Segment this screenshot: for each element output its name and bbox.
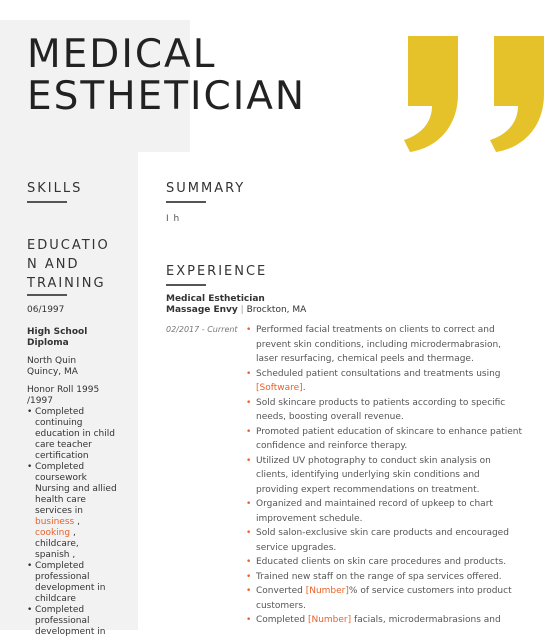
list-item: • Completed [Number] facials, microdermabrasions and bbox=[246, 613, 546, 628]
list-item: • Converted [Number]% of service customers into product customers. bbox=[246, 584, 546, 613]
experience-bullets bbox=[246, 323, 546, 628]
list-item: • Sold skincare products to patients according to specific needs, boosting overall revenue. bbox=[246, 396, 546, 425]
software-placeholder[interactable]: [Software] bbox=[256, 383, 303, 393]
list-item: • Completed coursework Nursing and allied health care services in business , cooking , childcare, spanish , bbox=[35, 462, 117, 561]
summary-title: SUMMARY bbox=[166, 181, 246, 196]
job-company-line: Massage Envy | Brockton, MA bbox=[166, 305, 307, 315]
number-placeholder[interactable]: [Number] bbox=[305, 586, 349, 596]
education-title: EDUCATIO N AND TRAINING bbox=[27, 238, 110, 291]
business-link[interactable]: business bbox=[35, 517, 75, 527]
experience-rule bbox=[166, 284, 206, 286]
location: Brockton, MA bbox=[246, 305, 307, 315]
company: Massage Envy bbox=[166, 305, 238, 315]
summary-rule bbox=[166, 201, 206, 203]
list-item: • Sold salon-exclusive skin care products and encouraged service upgrades. bbox=[246, 526, 546, 555]
honor-roll: Honor Roll 1995 /1997 bbox=[27, 385, 100, 406]
list-item: • Scheduled patient consultations and treatments using [Software]. bbox=[246, 367, 546, 396]
school: North Quin Quincy, MA bbox=[27, 356, 78, 377]
list-item: • Performed facial treatments on clients to correct and prevent skin conditions, including microdermabrasion, laser resurfacing, chemical peels and thermage. bbox=[246, 323, 546, 367]
degree: High School Diploma bbox=[27, 327, 88, 348]
education-date: 06/1997 bbox=[27, 305, 65, 315]
list-item: • Completed professional development in bbox=[35, 605, 117, 638]
list-item: • Utilized UV photography to conduct skin analysis on clients, identifying underlying skin conditions and providing expert recommendations on treatment. bbox=[246, 454, 546, 498]
education-details bbox=[27, 305, 117, 638]
list-item: • Completed professional development in childcare bbox=[35, 561, 117, 605]
job-dates: 02/2017 - Current bbox=[166, 325, 238, 334]
number-placeholder[interactable]: [Number] bbox=[307, 615, 352, 625]
skills-title: SKILLS bbox=[27, 181, 83, 196]
list-item: • Organized and maintained record of upkeep to chart improvement schedule. bbox=[246, 497, 546, 526]
summary-text: I h bbox=[166, 214, 181, 224]
job-title: Medical Esthetician bbox=[166, 294, 265, 304]
quote-icon bbox=[402, 36, 550, 152]
list-item: • Trained new staff on the range of spa services offered. bbox=[246, 570, 546, 585]
education-list bbox=[27, 407, 117, 638]
resume-name: MEDICAL ESTHETICIAN bbox=[27, 32, 307, 119]
list-item: • Completed continuing education in child care teacher certification bbox=[35, 407, 117, 462]
education-rule bbox=[27, 294, 67, 296]
list-item: • Educated clients on skin care procedures and products. bbox=[246, 555, 546, 570]
skills-rule bbox=[27, 201, 67, 203]
experience-title: EXPERIENCE bbox=[166, 264, 268, 279]
list-item: • Promoted patient education of skincare to enhance patient confidence and reinforce therapy. bbox=[246, 425, 546, 454]
cooking-link[interactable]: cooking bbox=[35, 528, 71, 538]
job-header bbox=[166, 294, 306, 316]
